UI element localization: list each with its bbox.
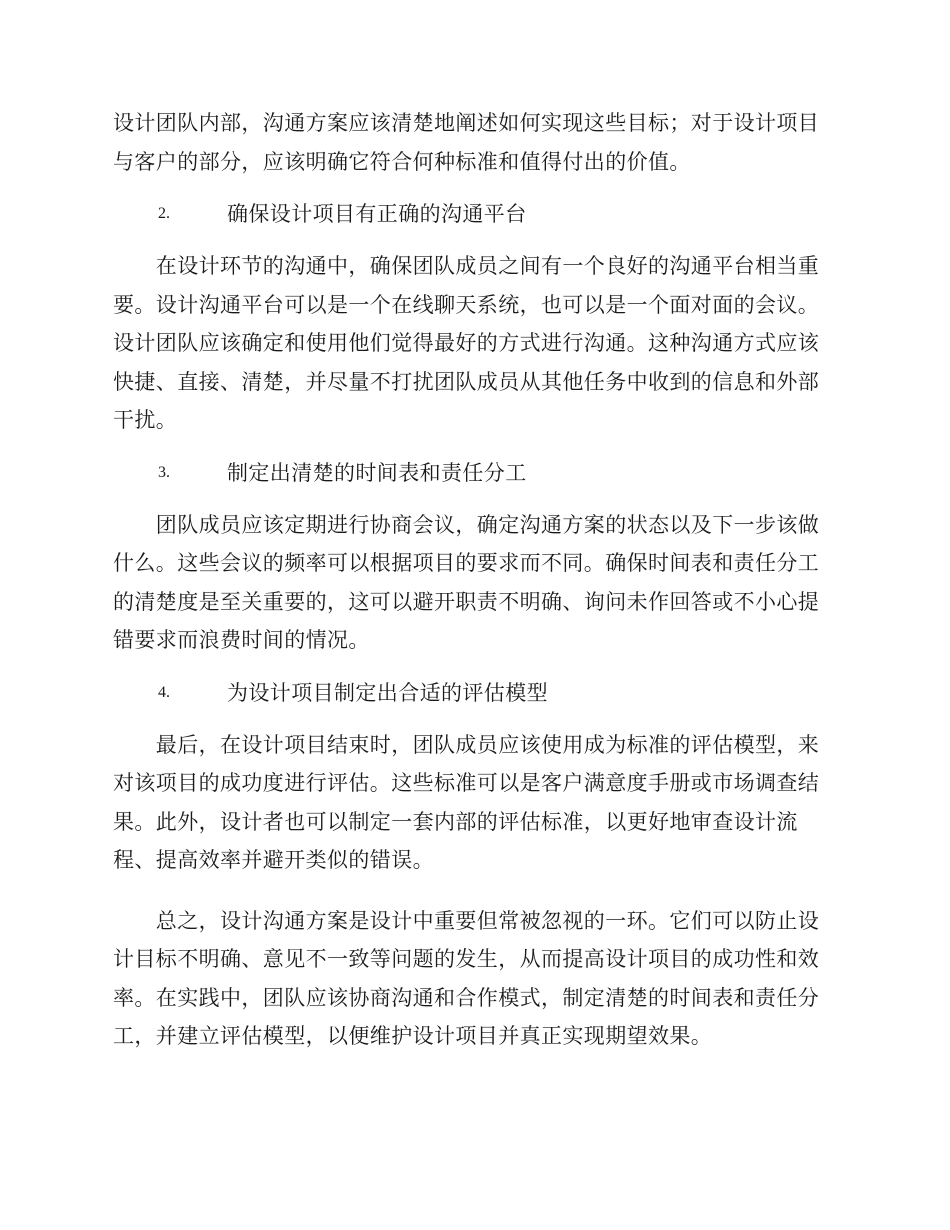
section-title: 制定出清楚的时间表和责任分工 <box>227 460 527 485</box>
paragraph-conclusion <box>113 902 831 1056</box>
section-number: 2. <box>158 205 170 222</box>
text-line: 率。在实践中，团队应该协商沟通和合作模式，制定清楚的时间表和责任分 <box>113 985 820 1010</box>
text-line: 果。此外，设计者也可以制定一套内部的评估标准，以更好地审查设计流 <box>113 809 798 834</box>
text-line: 干扰。 <box>113 408 178 432</box>
text-line: 团队成员应该定期进行协商会议，确定沟通方案的状态以及下一步该做 <box>113 512 820 537</box>
text-line: 要。设计沟通平台可以是一个在线聊天系统，也可以是一个面对面的会议。 <box>113 292 820 317</box>
text-line: 程、提高效率并避开类似的错误。 <box>113 848 434 872</box>
text-line: 对该项目的成功度进行评估。这些标准可以是客户满意度手册或市场调查结 <box>113 771 820 795</box>
section-number: 3. <box>158 463 170 481</box>
section-number: 4. <box>158 683 170 701</box>
text-line: 设计团队应该确定和使用他们觉得最好的方式进行沟通。这种沟通方式应该 <box>113 331 820 355</box>
text-line: 快捷、直接、清楚，并尽量不打扰团队成员从其他任务中收到的信息和外部 <box>113 369 820 394</box>
paragraph-section-2 <box>113 247 831 440</box>
text-line: 工，并建立评估模型，以便维护设计项目并真正实现期望效果。 <box>113 1024 713 1048</box>
section-heading-2 <box>113 195 831 233</box>
text-line: 在设计环节的沟通中，确保团队成员之间有一个良好的沟通平台相当重 <box>113 254 820 278</box>
text-line: 最后，在设计项目结束时，团队成员应该使用成为标准的评估模型，来 <box>113 732 820 757</box>
paragraph-section-3 <box>113 506 831 660</box>
paragraph-intro <box>113 104 831 181</box>
section-title: 为设计项目制定出合适的评估模型 <box>227 680 548 705</box>
paragraph-section-4 <box>113 726 831 880</box>
text-line: 的清楚度是至关重要的，这可以避开职责不明确、询问未作回答或不小心提 <box>113 589 820 614</box>
text-line: 与客户的部分，应该明确它符合何种标准和值得付出的价值。 <box>113 149 691 174</box>
section-heading-4 <box>113 674 831 712</box>
text-line: 什么。这些会议的频率可以根据项目的要求而不同。确保时间表和责任分工 <box>113 551 820 575</box>
section-heading-3 <box>113 454 831 492</box>
text-line: 设计团队内部，沟通方案应该清楚地阐述如何实现这些目标；对于设计项目 <box>113 111 820 135</box>
document-page <box>113 104 831 1056</box>
text-line: 错要求而浪费时间的情况。 <box>113 628 370 652</box>
text-line: 计目标不明确、意见不一致等问题的发生，从而提高设计项目的成功性和效 <box>113 947 820 971</box>
section-title: 确保设计项目有正确的沟通平台 <box>227 202 527 226</box>
text-line: 总之，设计沟通方案是设计中重要但常被忽视的一环。它们可以防止设 <box>113 908 820 933</box>
